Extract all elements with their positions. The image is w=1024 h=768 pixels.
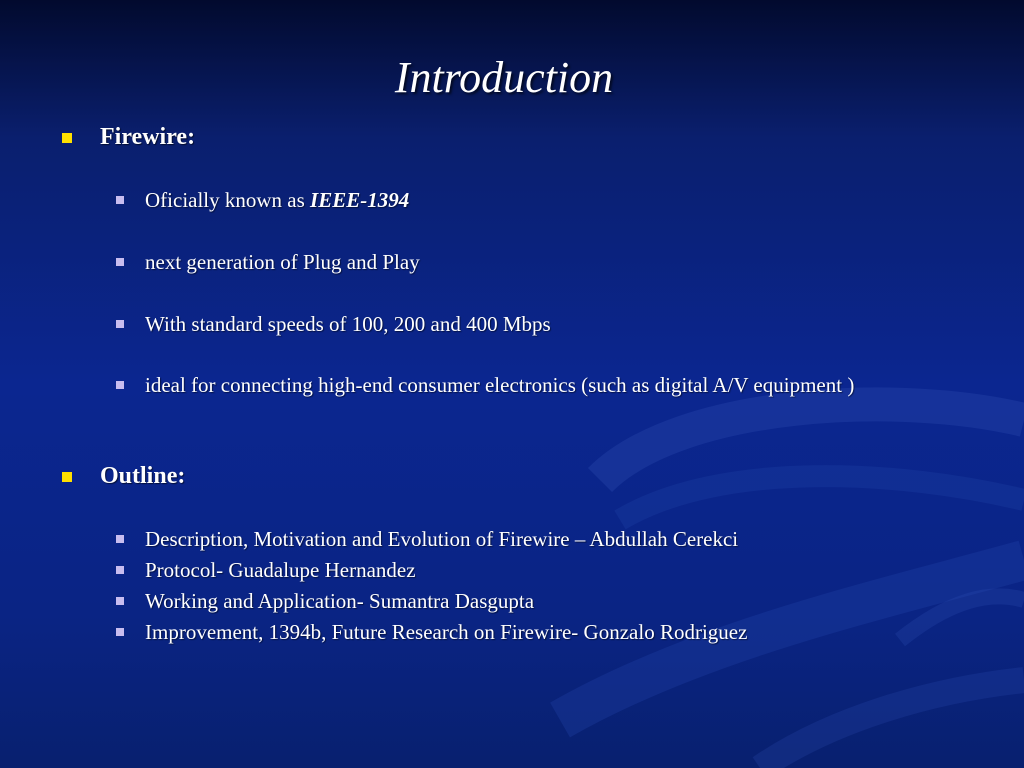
slide-title: Introduction [394,53,614,102]
list-item [116,558,876,582]
section-heading-text: Firewire: [100,124,196,150]
list-item [116,373,876,397]
list-item [116,527,876,551]
square-bullet-icon [116,381,124,389]
list-item-text: Working and Application- Sumantra Dasgupta [145,589,535,613]
square-bullet-icon [62,472,72,482]
list-item-text: Protocol- Guadalupe Hernandez [145,558,416,582]
list-item-prefix: Oficially known as [145,188,311,212]
square-bullet-icon [116,320,124,328]
list-item [116,250,876,274]
list-item [116,312,876,336]
list-item [116,589,876,613]
square-bullet-icon [116,597,124,605]
list-item-text [145,188,876,212]
square-bullet-icon [116,535,124,543]
section-heading-firewire [62,124,195,151]
list-item-emphasis: IEEE-1394 [310,188,410,212]
list-item-text: next generation of Plug and Play [145,250,420,274]
square-bullet-icon [116,566,124,574]
list-item-text: ideal for connecting high-end consumer electronics (such as digital A/V equipment ) [145,373,855,397]
list-item [116,188,876,212]
square-bullet-icon [116,628,124,636]
list-item-text: Improvement, 1394b, Future Research on Firewire- Gonzalo Rodriguez [145,620,748,644]
list-item-text: With standard speeds of 100, 200 and 400 Mbps [145,312,551,336]
section-heading-text: Outline: [100,463,186,489]
section-heading-outline [62,463,185,490]
square-bullet-icon [116,196,124,204]
square-bullet-icon [62,133,72,143]
list-item-text: Description, Motivation and Evolution of Firewire – Abdullah Cerekci [145,527,739,551]
square-bullet-icon [116,258,124,266]
list-item [116,620,876,644]
